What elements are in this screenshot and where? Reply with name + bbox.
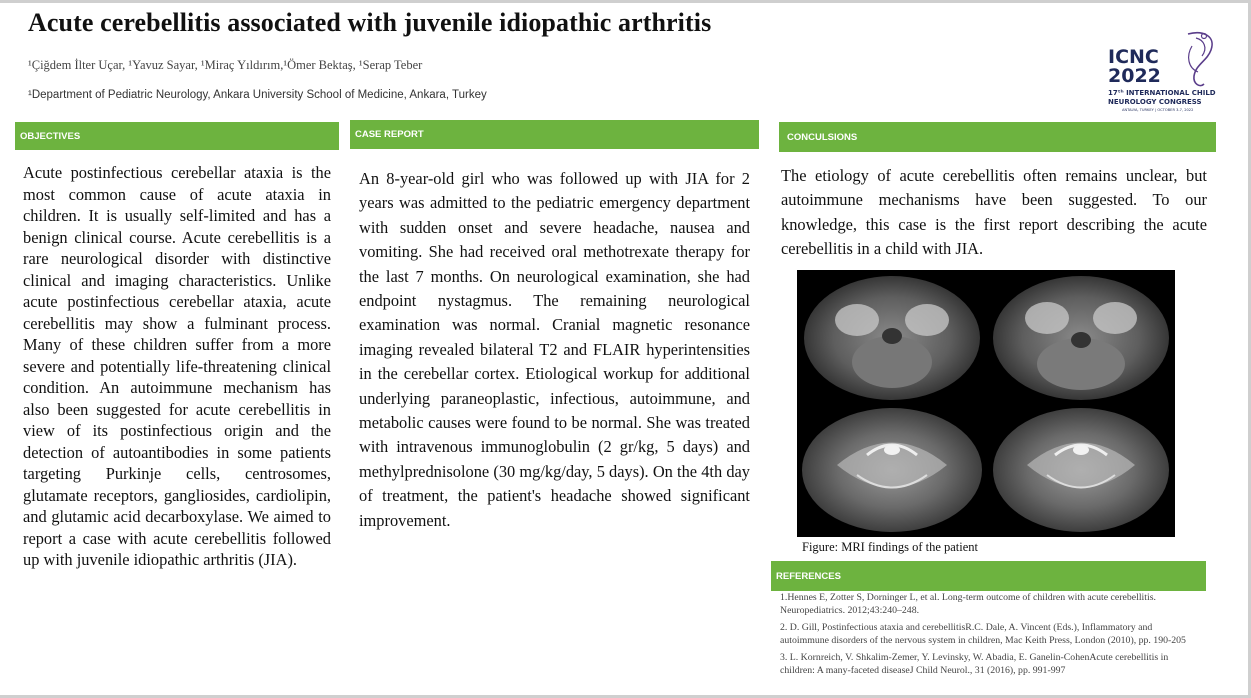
references-header: REFERENCES [771,561,1206,591]
mri-figure [797,270,1175,537]
author-list: ¹Çiğdem İlter Uçar, ¹Yavuz Sayar, ¹Miraç Yıldırım,¹Ömer Bektaş, ¹Serap Teber [28,58,423,72]
references-list [780,592,1198,682]
case-report-text: An 8-year-old girl who was followed up with JIA for 2 years was admitted to the pediatric emergency department with sudden onset and severe headache, nausea and vomiting. She had received oral methotrexate therapy for the last 7 months. On neurological examination, she had endpoint nystagmus. The remaining neurological examination was normal. Cranial magnetic resonance imaging revealed bilateral T2 and FLAIR hyperintensities in the cerebellar cortex. Etiological workup for additional underlying paraneoplastic, infectious, autoimmune, and metabolic causes were found to be normal. She was treated with intravenous immunoglobulin (2 gr/kg, 5 days) and methylprednisolone (30 mg/kg/day, 5 days). On the 4th day of treatment, the patient's headache showed significant improvement. [359,169,750,530]
reference-item: 3. L. Kornreich, V. Shkalim-Zemer, Y. Levinsky, W. Abadia, E. Ganelin-CohenAcute cerebellitis in children: A many-faceted diseaseJ Child Neurol., 31 (2016), pp. 991-997 [780,652,1169,676]
mri-image-icon [797,270,1175,537]
logo-line2: 2022 [1108,65,1161,87]
conclusions-header: CONCULSIONS [779,122,1216,152]
logo-line5: ANTALYA, TURKEY | OCTOBER 3-7, 2022 [1122,108,1194,112]
affiliation: ¹Department of Pediatric Neurology, Ankara University School of Medicine, Ankara, Turkey [28,89,487,101]
figure-caption: Figure: MRI findings of the patient [802,540,979,554]
poster-title: Acute cerebellitis associated with juvenile idiopathic arthritis [28,8,712,37]
logo-line3: 17ᵗʰ INTERNATIONAL CHILD [1108,89,1216,97]
case-report-header: CASE REPORT [350,120,759,149]
icnc-logo [1108,28,1226,118]
logo-line4: NEUROLOGY CONGRESS [1108,98,1202,106]
top-border [0,0,1251,3]
reference-item: 2. D. Gill, Postinfectious ataxia and cerebellitisR.C. Dale, A. Vincent (Eds.), Inflammatory and autoimmune disorders of the nervous system in children, Mac Keith Press, London (2010), pp. 190-205 [780,622,1186,646]
objectives-text: Acute postinfectious cerebellar ataxia is the most common cause of acute ataxia in children. It is usually self-limited and has a benign clinical course. Acute cerebellitis is a rare neurological disorder with distinctive clinical and imaging characteristics. Unlike acute postinfectious cerebellar ataxia, acute cerebellitis may show a fulminant process. Many of these children suffer from a more severe and potentially life-threatening clinical condition. An autoimmune mechanism has also been suggested for acute cerebellitis in view of its postinfectious origin and the detection of autoantibodies in some patients targeting Purkinje cells, centrosomes, glutamate receptors, gangliosides, cardiolipin, and glutamic acid decarboxylase. We aimed to report a case with acute cerebellitis followed up with juvenile idiopathic arthritis (JIA). [23,163,331,569]
conclusions-text: The etiology of acute cerebellitis often remains unclear, but autoimmune mechanisms have been suggested. To our knowledge, this case is the first report describing the acute cerebellitis in a child with JIA. [781,166,1207,259]
logo-line1: ICNC [1108,46,1159,68]
reference-item: 1.Hennes E, Zotter S, Dorninger L, et al. Long-term outcome of children with acute cerebellitis. Neuropediatrics. 2012;43:240–248. [780,592,1156,616]
objectives-header: OBJECTIVES [15,122,339,150]
